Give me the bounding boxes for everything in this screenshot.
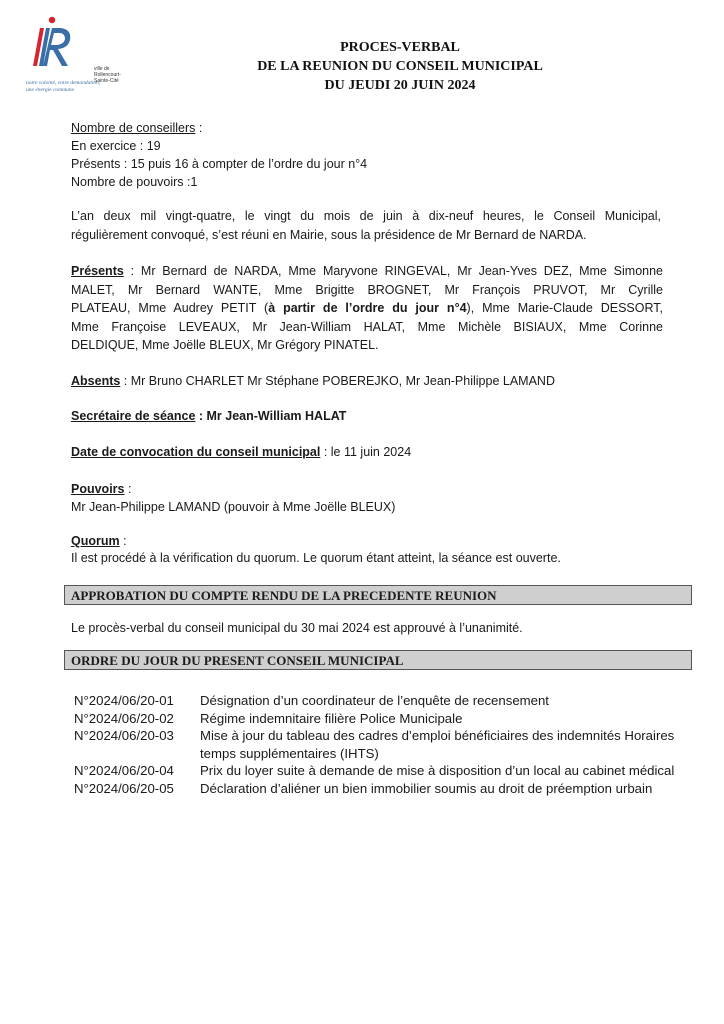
logo-tagline-1: notre volonté, votre demandation, — [26, 80, 101, 86]
agenda-item — [74, 710, 694, 728]
intro-line-1: L’an deux mil vingt-quatre, le vingt du mois de juin à dix-neuf heures, le Conseil Municipal, — [71, 209, 661, 223]
pouvoirs-heading: Pouvoirs : — [71, 482, 132, 496]
counts-presents: Présents : 15 puis 16 à compter de l’ordre du jour n°4 — [71, 157, 368, 171]
counts-heading: Nombre de conseillers : — [71, 121, 203, 135]
agenda-item-code: N°2024/06/20-05 — [74, 780, 174, 796]
agenda-item-text: Désignation d’un coordinateur de l’enquête de recensement — [200, 693, 549, 708]
agenda-item-text: Déclaration d’aliéner un bien immobilier soumis au droit de préemption urbain — [200, 780, 653, 796]
ordre-section-header: ORDRE DU JOUR DU PRESENT CONSEIL MUNICIPAL — [64, 650, 692, 670]
logo-sub-line1: ville de — [94, 66, 110, 72]
municipality-logo — [26, 14, 126, 104]
convocation-label: Date de convocation du conseil municipal — [71, 445, 321, 459]
pouvoirs-text: Mr Jean-Philippe LAMAND (pouvoir à Mme Joëlle BLEUX) — [71, 500, 396, 514]
presents-line-2: MALET, Mr Bernard WANTE, Mme Brigitte BROGNET, Mr François PRUVOT, Mr Cyrille — [71, 282, 663, 297]
agenda-item-code: N°2024/06/20-04 — [74, 763, 174, 778]
convocation-line: Date de convocation du conseil municipal : le 11 juin 2024 — [71, 445, 412, 459]
presents-paragraph — [71, 262, 663, 355]
absents-line: Absents : Mr Bruno CHARLET Mr Stéphane POBEREJKO, Mr Jean-Philippe LAMAND — [71, 374, 555, 388]
quorum-heading: Quorum : — [71, 534, 127, 548]
presents-line-5: DELDIQUE, Mme Joëlle BLEUX, Mr Grégory PINATEL. — [71, 338, 379, 352]
secretaire-line: Secrétaire de séance : Mr Jean-William HALAT — [71, 409, 347, 423]
agenda-item-code: N°2024/06/20-01 — [74, 693, 174, 708]
agenda-item-text: Régime indemnitaire filière Police Municipale — [200, 710, 463, 726]
agenda-item — [74, 692, 694, 710]
quorum-text: Il est procédé à la vérification du quorum. Le quorum étant atteint, la séance est ouverte. — [71, 551, 561, 565]
intro-paragraph — [71, 207, 661, 244]
agenda-item-code: N°2024/06/20-03 — [74, 728, 174, 743]
agenda-item-code: N°2024/06/20-02 — [74, 710, 174, 726]
agenda-item — [74, 780, 694, 798]
presents-line-1: Présents : Mr Bernard de NARDA, Mme Maryvone RINGEVAL, Mr Jean-Yves DEZ, Mme Simonne — [71, 264, 663, 278]
logo-tagline-2: une énergie commune — [26, 87, 75, 93]
approbation-text: Le procès-verbal du conseil municipal du 30 mai 2024 est approuvé à l’unanimité. — [71, 621, 523, 635]
agenda-list — [74, 692, 694, 797]
title-line-3: DU JEUDI 20 JUIN 2024 — [324, 78, 476, 93]
title-line-2: DE LA REUNION DU CONSEIL MUNICIPAL — [257, 59, 543, 74]
presents-line-3: PLATEAU, Mme Audrey PETIT (à partir de l’ordre du jour n°4), Mme Marie-Claude DESSORT, — [71, 301, 663, 315]
title-line-1: PROCES-VERBAL — [340, 40, 460, 55]
absents-label: Absents — [71, 374, 121, 388]
logo-sub-line2: Rollencourt-Sainte-Cité — [94, 72, 121, 84]
logo-r-mark — [26, 14, 86, 74]
agenda-item — [74, 762, 694, 780]
counts-exercice: En exercice : 19 — [71, 139, 161, 153]
counts-pouvoirs: Nombre de pouvoirs :1 — [71, 175, 198, 189]
document-title — [200, 38, 600, 95]
presents-label: Présents — [71, 264, 124, 278]
presents-line-4: Mme Françoise LEVEAUX, Mr Jean-William HALAT, Mme Michèle BISIAUX, Mme Corinne — [71, 319, 663, 334]
agenda-item — [74, 727, 694, 762]
approbation-section-header: APPROBATION DU COMPTE RENDU DE LA PRECEDENTE REUNION — [64, 585, 692, 605]
agenda-item-text: Prix du loyer suite à demande de mise à disposition d’un local au cabinet médical — [200, 763, 675, 778]
secretaire-label: Secrétaire de séance — [71, 409, 196, 423]
agenda-item-text: Mise à jour du tableau des cadres d’emploi bénéficiaires des indemnités Horaires temps supplémentaires (IHTS) — [200, 728, 675, 761]
intro-line-2: régulièrement convoqué, s’est réuni en Mairie, sous la présidence de Mr Bernard de NARDA. — [71, 227, 587, 242]
